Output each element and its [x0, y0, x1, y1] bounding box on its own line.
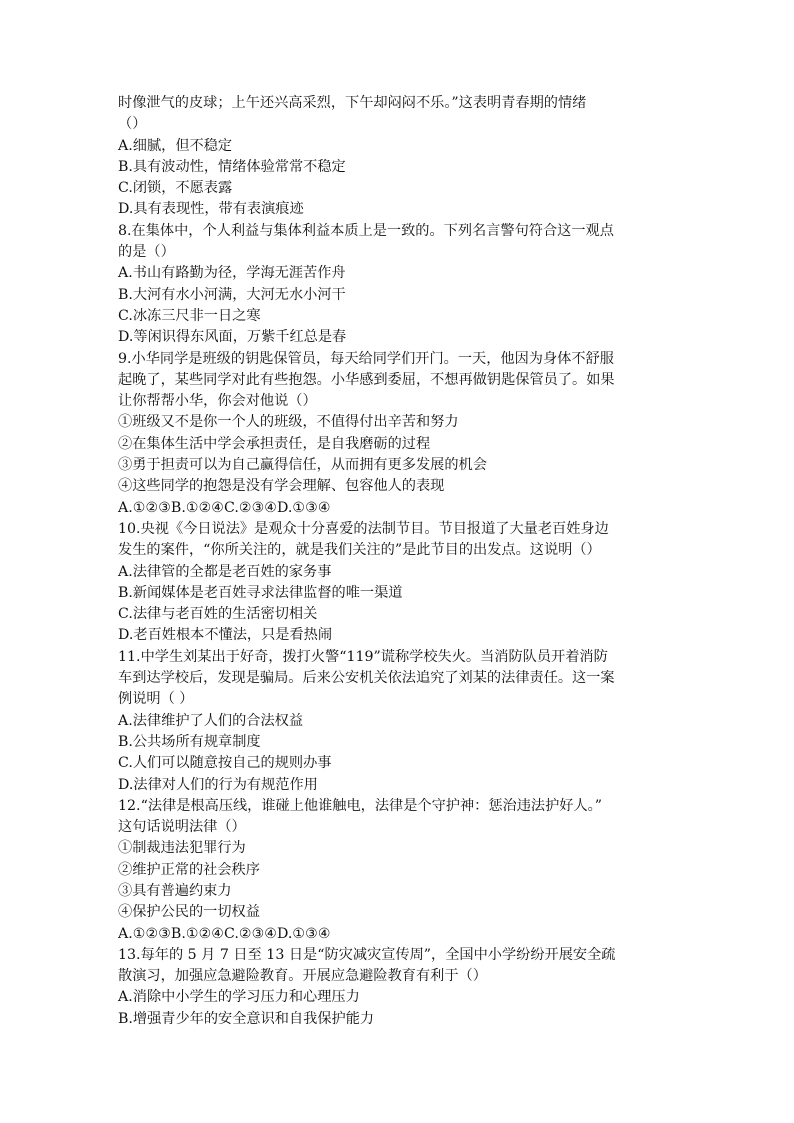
question-11-stem-cont: 车到达学校后，发现是骗局。后来公安机关依法追究了刘某的法律责任。这一案 [118, 670, 615, 687]
question-10-stem-cont: 发生的案件，“你所关注的，就是我们关注的”是此节目的出发点。这说明（） [118, 542, 601, 559]
question-11-option-c: C.人们可以随意按自己的规则办事 [118, 755, 332, 772]
question-10-option-b: B.新闻媒体是老百姓寻求法律监督的唯一渠道 [118, 584, 403, 601]
question-9-statement-2: ②在集体生活中学会承担责任，是自我磨砺的过程 [118, 435, 431, 452]
question-9-statement-3: ③勇于担责可以为自己赢得信任，从而拥有更多发展的机会 [118, 457, 487, 474]
question-13-stem: 13.每年的 5 月 7 日至 13 日是“防灾减灾宣传周”，全国中小学纷纷开展安全疏 [118, 946, 616, 963]
document-page [118, 93, 690, 1030]
question-7-stem-tail: 时像泄气的皮球；上午还兴高采烈，下午却闷闷不乐。”这表明青春期的情绪 [118, 95, 587, 111]
question-13-option-a: A.消除中小学生的学习压力和心理压力 [118, 989, 360, 1006]
question-7-option-d: D.具有表现性，带有表演痕迹 [118, 201, 304, 218]
question-11-stem: 11.中学生刘某出于好奇，拨打火警“119”谎称学校失火。当消防队员开着消防 [118, 648, 608, 665]
question-11-option-a: A.法律维护了人们的合法权益 [118, 712, 304, 729]
question-12-statement-3: ③具有普遍约束力 [118, 882, 232, 899]
question-9-statement-4: ④这些同学的抱怨是没有学会理解、包容他人的表现 [118, 478, 445, 495]
question-7-answer-blank: （） [118, 116, 147, 133]
question-13-stem-cont: 散演习，加强应急避险教育。开展应急避险教育有利于（） [118, 968, 487, 985]
question-8-option-d: D.等闲识得东风面，万紫千红总是春 [118, 329, 347, 346]
question-8-option-b: B.大河有水小河满，大河无水小河干 [118, 286, 346, 303]
question-8-stem: 8.在集体中，个人利益与集体利益本质上是一致的。下列名言警句符合这一观点 [118, 222, 614, 239]
question-10-option-c: C.法律与老百姓的生活密切相关 [118, 606, 318, 623]
question-9-options: A.①②③B.①②④C.②③④D.①③④ [118, 499, 331, 516]
question-9-stem-cont: 起晚了，某些同学对此有些抱怨。小华感到委屈，不想再做钥匙保管员了。如果 [118, 371, 615, 388]
question-7-option-b: B.具有波动性，情绪体验常常不稳定 [118, 158, 346, 175]
question-13-option-b: B.增强青少年的安全意识和自我保护能力 [118, 1010, 375, 1027]
question-8-option-a: A.书山有路勤为径，学海无涯苦作舟 [118, 265, 346, 282]
question-12-stem-cont: 这句话说明法律（） [118, 819, 246, 836]
question-11-stem-cont: 例说明（ ） [118, 691, 194, 708]
question-9-statement-1: ①班级又不是你一个人的班级，不值得付出辛苦和努力 [118, 414, 459, 431]
question-12-statement-1: ①制裁违法犯罪行为 [118, 840, 246, 857]
question-11-option-d: D.法律对人们的行为有规范作用 [118, 776, 318, 793]
question-12-stem: 12.“法律是根高压线，谁碰上他谁触电，法律是个守护神：惩治违法护好人。” [118, 797, 602, 814]
question-10-option-d: D.老百姓根本不懂法，只是看热闹 [118, 627, 333, 644]
question-10-option-a: A.法律管的全都是老百姓的家务事 [118, 563, 332, 580]
question-9-stem: 9.小华同学是班级的钥匙保管员，每天给同学们开门。一天，他因为身体不舒服 [118, 350, 614, 367]
question-12-statement-4: ④保护公民的一切权益 [118, 904, 260, 921]
question-12-options: A.①②③B.①②④C.②③④D.①③④ [118, 925, 331, 942]
question-11-option-b: B.公共场所有规章制度 [118, 733, 261, 750]
question-9-stem-cont: 让你帮帮小华，你会对他说（） [118, 393, 317, 410]
question-7-option-c: C.闭锁，不愿表露 [118, 180, 233, 197]
question-10-stem: 10.央视《今日说法》是观众十分喜爱的法制节目。节目报道了大量老百姓身边 [118, 520, 609, 537]
question-8-option-c: C.冰冻三尺非一日之寒 [118, 307, 261, 324]
question-8-stem-cont: 的是（） [118, 244, 175, 261]
question-12-statement-2: ②维护正常的社会秩序 [118, 861, 260, 878]
question-7-option-a: A.细腻，但不稳定 [118, 137, 233, 154]
